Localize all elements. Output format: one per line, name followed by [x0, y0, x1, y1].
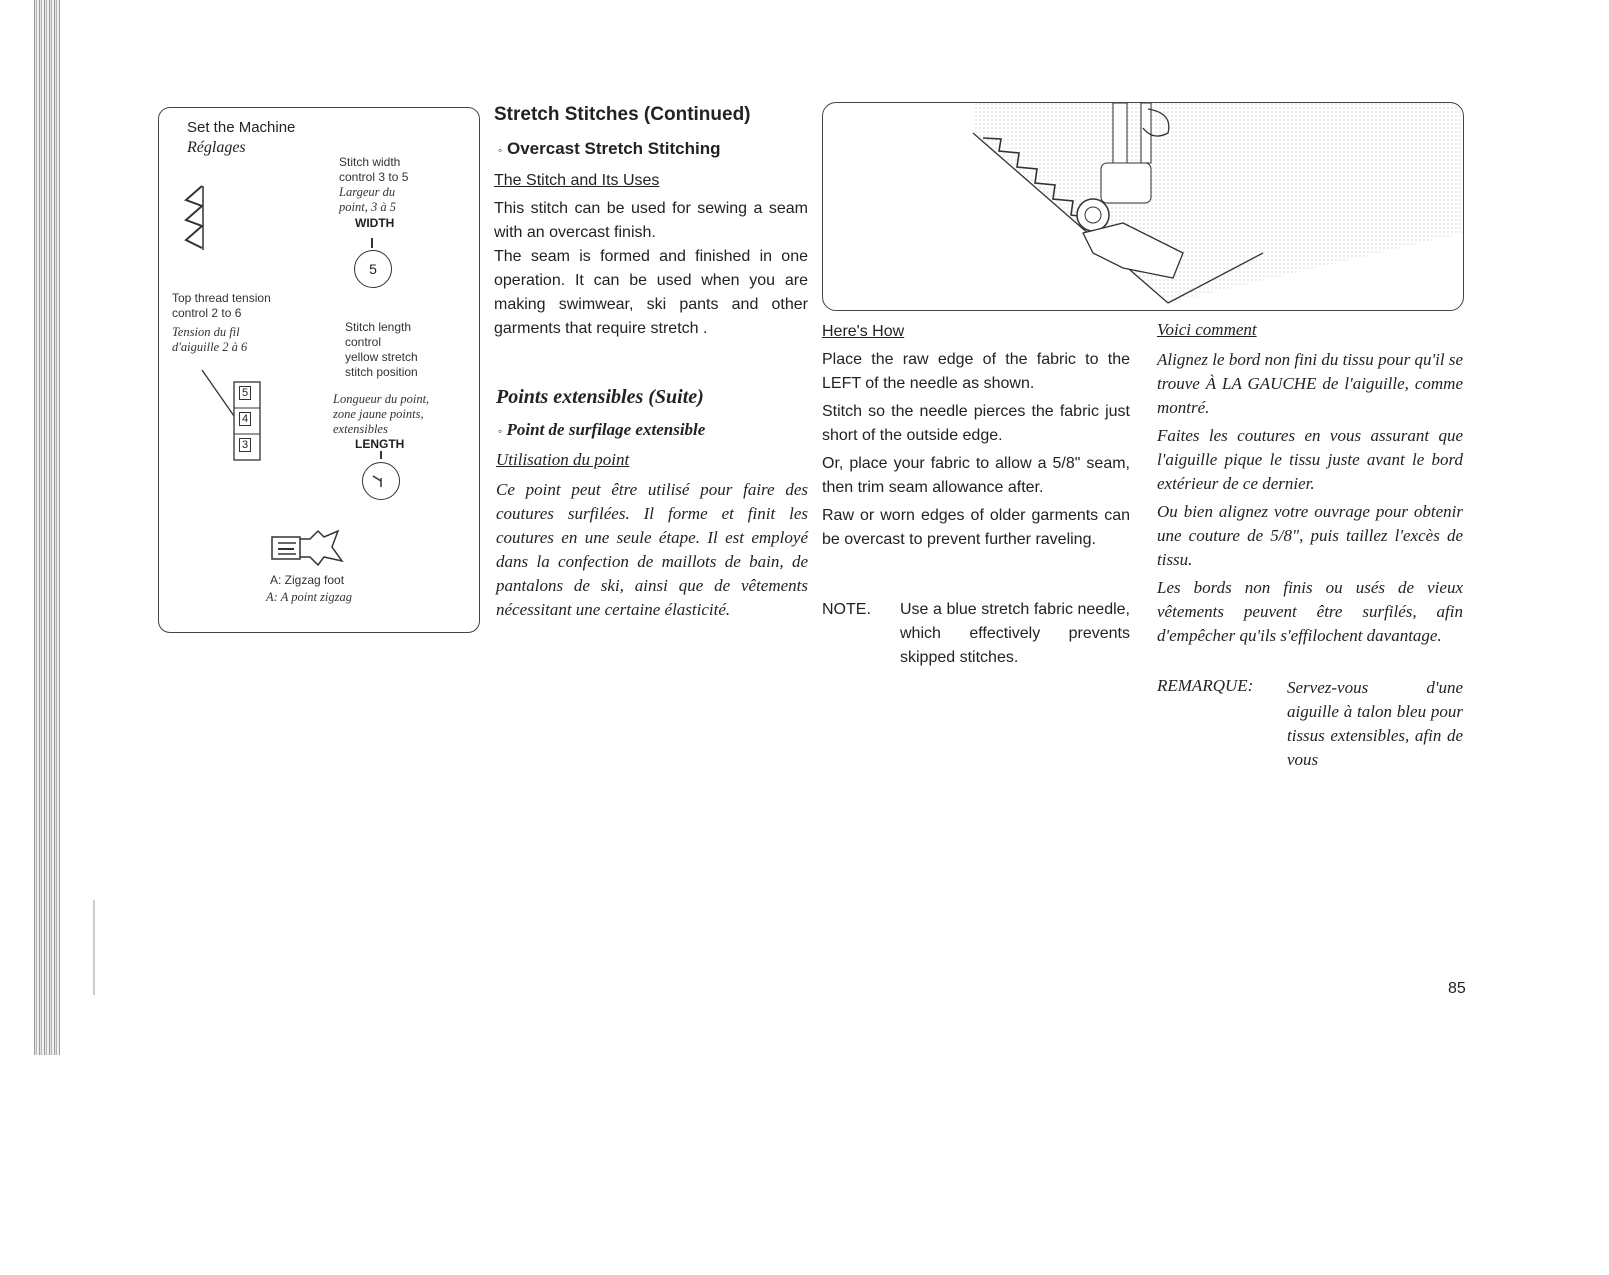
- section-title-fr: Points extensibles (Suite): [496, 386, 704, 408]
- scan-binding-edge: [34, 0, 60, 1055]
- note-text-fr: Servez-vous d'une aiguille à talon bleu pour tissus extensibles, afin de vous: [1287, 678, 1463, 769]
- stretch-overcast-stitch-icon: [180, 184, 210, 256]
- length-dial-icon: [362, 462, 400, 500]
- uses-heading-fr: Utilisation du point: [496, 450, 630, 469]
- width-dial: 5: [354, 250, 392, 288]
- stitch-length-label-fr: Longueur du point, zone jaune points, extensibles LENGTH: [333, 392, 430, 451]
- overcast-stitching-illustration: [822, 102, 1464, 311]
- width-dial-marker: [371, 238, 373, 248]
- settings-title-fr: Réglages: [187, 139, 246, 156]
- stitch-length-label: Stitch length control yellow stretch stitch position: [345, 320, 418, 379]
- tension-tick-3: 3: [239, 438, 251, 452]
- scan-mark: [93, 900, 95, 995]
- sewing-foot-drawing: [823, 103, 1463, 310]
- subsection-title-fr: ◦ Point de surfilage extensible: [498, 420, 706, 439]
- note-label-fr: REMARQUE:: [1157, 676, 1254, 695]
- howto-text: Place the raw edge of the fabric to the LEFT of the needle as shown. Stitch so the needle pierces the fabric just short of the outside edge. Or, place your fabric to allow a 5/8" seam, then trim seam allowance after. Raw or worn edges of older garments can be overcast to prevent further raveling.: [822, 351, 1130, 548]
- subsection-title: ◦ Overcast Stretch Stitching: [498, 139, 721, 158]
- uses-heading: The Stitch and Its Uses: [494, 172, 660, 189]
- length-dial-marker: [380, 451, 382, 459]
- uses-text-fr: Ce point peut être utilisé pour faire des coutures surfilées. Il forme et finit les coutures en une seule étape. Il est employé dans la confection de maillots de bain, de pantalons de ski, ainsi que de vêtements nécessitant une certaine élasticité.: [496, 480, 808, 619]
- settings-title: Set the Machine: [187, 119, 296, 136]
- section-title: Stretch Stitches (Continued): [494, 104, 751, 125]
- note-label: NOTE.: [822, 601, 871, 618]
- stitch-width-label: Stitch width control 3 to 5 Largeur du point, 3 à 5 WIDTH: [339, 155, 409, 230]
- tension-tick-4: 4: [239, 412, 251, 426]
- page-number: 85: [1448, 980, 1466, 997]
- bullet-icon: ◦: [498, 424, 503, 438]
- howto-text-fr: Alignez le bord non fini du tissu pour qu'il se trouve À LA GAUCHE de l'aiguille, comme montré. Faites les coutures en vous assurant que l'aiguille pique le tissu juste avant le bord extérieur de ce dernier. Ou bien alignez votre ouvrage pour obtenir une couture de 5/8", puis taillez l'excès de tissu. Les bords non finis ou usés de vieux vêtements peuvent être surfilés, afin d'empêcher qu'ils s'effilochent davantage.: [1157, 350, 1463, 645]
- uses-text: This stitch can be used for sewing a seam with an overcast finish. The seam is formed and finished in one operation. It can be used when you are making swimwear, ski pants and other garments that require stretch .: [494, 200, 808, 337]
- tension-dial-icon: [200, 368, 270, 468]
- howto-heading-fr: Voici comment: [1157, 320, 1257, 339]
- bullet-icon: ◦: [498, 143, 503, 157]
- foot-label: A: Zigzag foot: [270, 573, 345, 587]
- tension-tick-5: 5: [239, 386, 251, 400]
- zigzag-foot-icon: [268, 527, 348, 567]
- howto-heading: Here's How: [822, 323, 905, 340]
- note-text: Use a blue stretch fabric needle, which effectively prevents skipped stitches.: [900, 601, 1130, 666]
- foot-label-fr: A: A point zigzag: [266, 590, 353, 604]
- thread-tension-label: Top thread tension control 2 to 6 Tension du fil d'aiguille 2 à 6: [172, 291, 271, 354]
